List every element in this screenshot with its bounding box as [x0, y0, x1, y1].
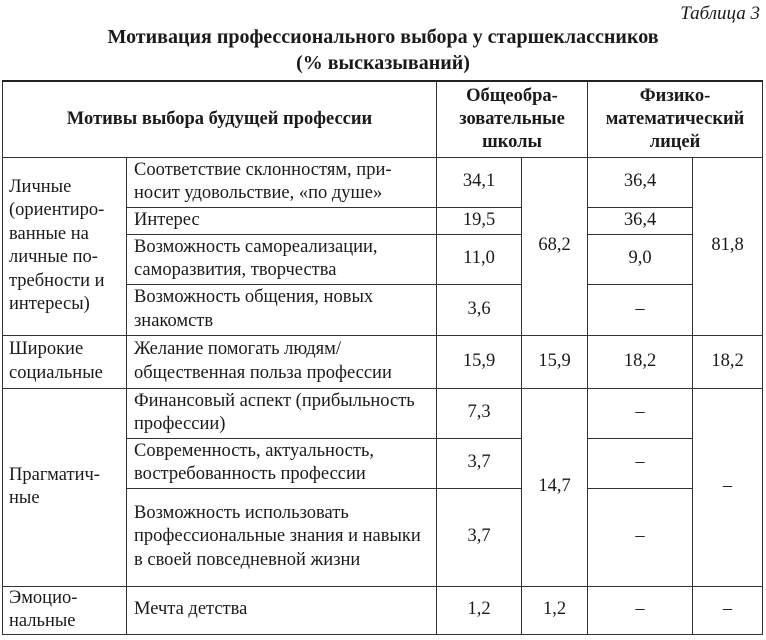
table-title: Мотивация профессионального выбора у старшеклассников: [107, 26, 659, 48]
group-pragmatic: [3, 388, 127, 586]
lyceum-value: –: [588, 586, 693, 634]
lyceum-value: –: [588, 284, 693, 335]
motivation-table: [2, 80, 763, 635]
lyceum-value: 18,2: [588, 335, 693, 388]
motive-cell: Возможность самореализации, саморазвития, творчества: [127, 234, 437, 284]
lyceum-value: –: [588, 438, 693, 488]
header-general-schools: [437, 81, 588, 157]
motive-cell: Желание помогать людям/ общественная польза профессии: [127, 335, 437, 388]
lyceum-value: –: [588, 488, 693, 586]
group-emotional-text: Эмоцио-нальные: [9, 587, 78, 631]
personal-school-total: 68,2: [522, 157, 588, 335]
group-personal-text: Личные (ориентиро-ванные на личные по-требности и интересы): [9, 176, 105, 314]
school-value: 34,1: [437, 157, 522, 207]
lyceum-value: –: [588, 388, 693, 438]
emotional-school-total: 1,2: [522, 586, 588, 634]
group-pragmatic-text: Прагматич-ные: [9, 464, 100, 508]
header-lyceum-text: Физико-математический лицей: [605, 85, 745, 152]
school-value: 1,2: [437, 586, 522, 634]
motive-cell: Возможность использовать профессиональные знания и навыки в своей повседневной жизни: [127, 488, 437, 586]
table-row: [3, 335, 763, 388]
motive-cell: Интерес: [127, 207, 437, 234]
personal-lyceum-total: 81,8: [693, 157, 763, 335]
lyceum-value: 36,4: [588, 157, 693, 207]
header-lyceum: [588, 81, 763, 157]
motive-cell: Финансовый аспект (прибыльность профессии): [127, 388, 437, 438]
header-motives: Мотивы выбора будущей профессии: [3, 81, 437, 157]
group-social: [3, 335, 127, 388]
group-social-text: Широкие социальные: [9, 339, 103, 383]
lyceum-value: 36,4: [588, 207, 693, 234]
emotional-lyceum-total: –: [693, 586, 763, 634]
school-value: 19,5: [437, 207, 522, 234]
table-subtitle: (% высказываний): [296, 52, 470, 74]
header-general-schools-text: Общеобра-зовательные школы: [459, 85, 565, 152]
school-value: 3,7: [437, 488, 522, 586]
group-personal: [3, 157, 127, 335]
table-row: [3, 157, 763, 207]
social-school-total: 15,9: [522, 335, 588, 388]
school-value: 7,3: [437, 388, 522, 438]
school-value: 15,9: [437, 335, 522, 388]
table-row: [3, 586, 763, 634]
motive-cell: Соответствие склонностям, при-носит удовольствие, «по душе»: [127, 157, 437, 207]
motive-cell: Мечта детства: [127, 586, 437, 634]
pragmatic-school-total: 14,7: [522, 388, 588, 586]
group-emotional: [3, 586, 127, 634]
table-row: [3, 388, 763, 438]
motive-cell: Возможность общения, новых знакомств: [127, 284, 437, 335]
school-value: 3,7: [437, 438, 522, 488]
school-value: 3,6: [437, 284, 522, 335]
table-label: Таблица 3: [680, 3, 760, 24]
social-lyceum-total: 18,2: [693, 335, 763, 388]
school-value: 11,0: [437, 234, 522, 284]
lyceum-value: 9,0: [588, 234, 693, 284]
pragmatic-lyceum-total: –: [693, 388, 763, 586]
motive-cell: Современность, актуальность, востребованность профессии: [127, 438, 437, 488]
